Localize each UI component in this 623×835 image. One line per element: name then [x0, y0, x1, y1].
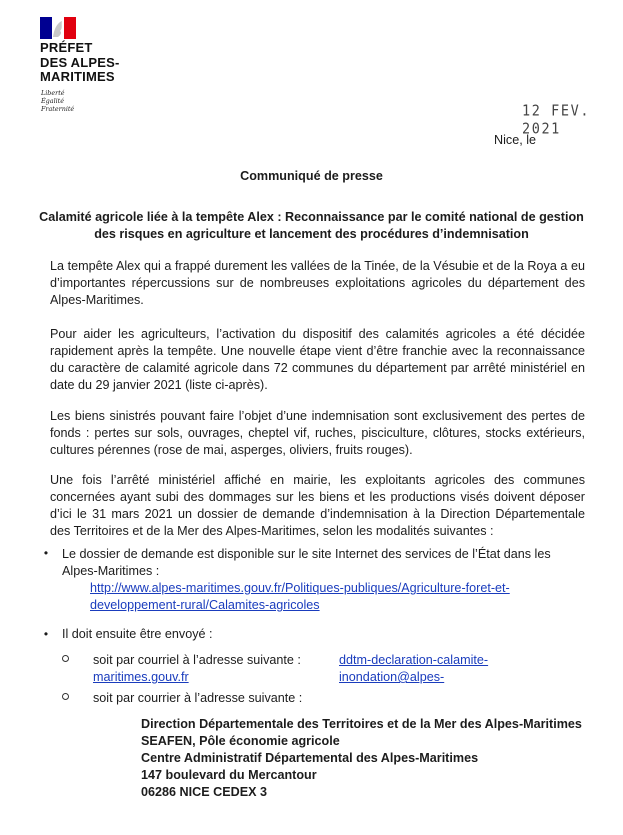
paragraph: Pour aider les agriculteurs, l’activation du dispositif des calamités agricoles a été décidée rapidement après la tempête. Une nouvelle étape vient d’être franchie avec la reconnaissance du caractère de calamité agricole dans 72 communes du département par arrêté ministériel en date du 29 janvier 2021 (liste ci-après).	[50, 327, 585, 392]
bullet-icon: •	[43, 546, 49, 560]
paragraph: La tempête Alex qui a frappé durement les vallées de la Tinée, de la Vésubie et de la Roya a eu d’importantes répercussions sur de nombreuses exploitations agricoles du département des Alpes-Maritimes.	[50, 259, 585, 307]
document-title: Calamité agricole liée à la tempête Alex : Reconnaissance par le comité national de gestion des risques en agriculture et lancement des procédures d’indemnisation	[39, 210, 584, 241]
email-link-continued[interactable]: maritimes.gouv.fr	[93, 670, 189, 684]
prefet-name	[40, 41, 120, 85]
bullet-icon: •	[43, 627, 49, 641]
motto-line: Fraternité	[41, 105, 75, 113]
address-line: 147 boulevard du Mercantour	[141, 768, 317, 782]
circle-bullet-icon	[62, 693, 69, 700]
marianne-logo-icon	[40, 17, 76, 39]
prefet-line: PRÉFET	[40, 40, 93, 55]
address-line: Centre Administratif Départemental des Alpes-Maritimes	[141, 751, 479, 765]
sub-item-courrier: soit par courrier à l’adresse suivante :	[93, 691, 303, 705]
paragraph: Une fois l’arrêté ministériel affiché en mairie, les exploitants agricoles des communes concernées ayant subi des dommages sur les biens et les productions visés doivent déposer d’ici le 31 mars 2021 un dossier de demande d’indemnisation à la Direction Départementale des Territoires et de la Mer des Alpes-Maritimes, selon les modalités suivantes :	[50, 473, 585, 538]
website-link[interactable]: http://www.alpes-maritimes.gouv.fr/Politiques-publiques/Agriculture-foret-et-developpement-rural/Calamites-agricoles	[90, 581, 510, 612]
address-line: SEAFEN, Pôle économie agricole	[141, 734, 340, 748]
date-stamp: 12 FEV. 2021	[522, 102, 591, 138]
circle-bullet-icon	[62, 655, 69, 662]
republic-motto	[41, 89, 74, 113]
address-line: 06286 NICE CEDEX 3	[141, 785, 267, 799]
prefet-line: MARITIMES	[40, 69, 115, 84]
postal-address	[141, 716, 582, 801]
address-line: Direction Départementale des Territoires et de la Mer des Alpes-Maritimes	[141, 717, 582, 731]
motto-line: Égalité	[41, 97, 65, 105]
motto-line: Liberté	[41, 89, 65, 97]
paragraph: Les biens sinistrés pouvant faire l’objet d’une indemnisation sont exclusivement des pertes de fonds : pertes sur sols, ouvrages, cheptel vif, ruches, pisciculture, clôtures, stocks extérieurs, cultures pérennes (rose de mai, asperges, oliviers, fruits rouges).	[50, 409, 585, 457]
document-type: Communiqué de presse	[240, 169, 383, 183]
email-label: soit par courriel à l’adresse suivante :	[93, 653, 301, 667]
place-date: Nice, le	[494, 133, 536, 147]
list-item-envoi: Il doit ensuite être envoyé :	[62, 627, 213, 641]
list-item-dossier: Le dossier de demande est disponible sur le site Internet des services de l’État dans les Alpes-Maritimes :	[62, 547, 551, 578]
email-link[interactable]: ddtm-declaration-calamite-inondation@alpes-	[339, 653, 489, 684]
prefet-line: DES ALPES-	[40, 54, 120, 70]
